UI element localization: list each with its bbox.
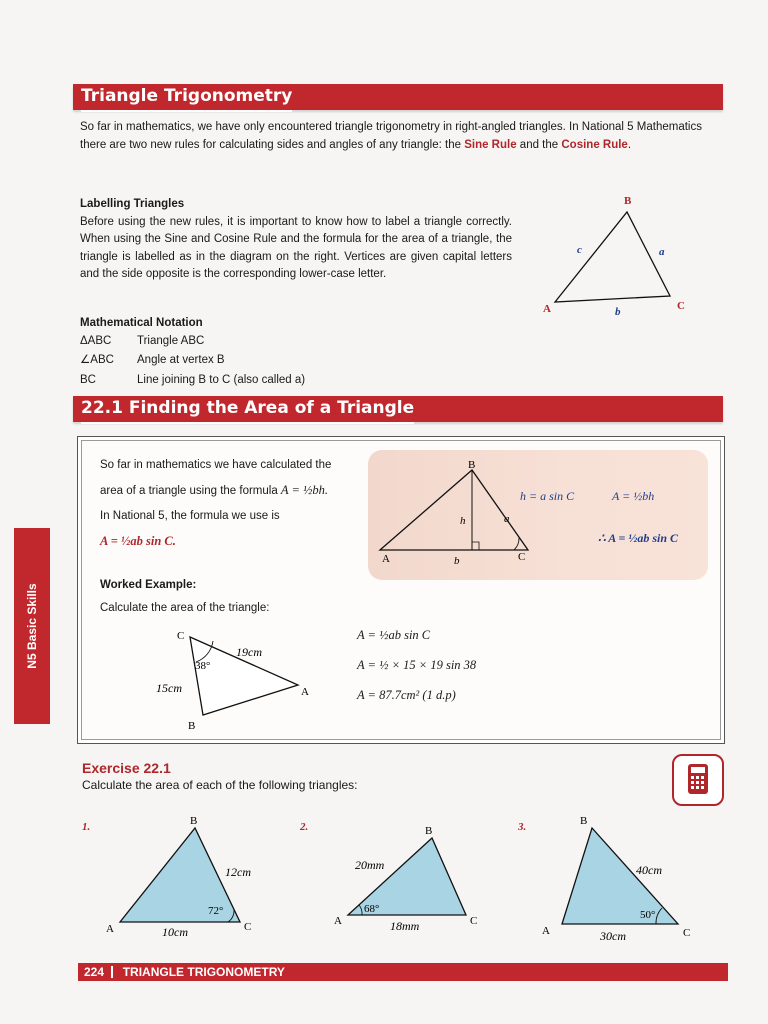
angle-50: 50° [640, 909, 656, 921]
label-C: C [677, 300, 685, 312]
page-number: 224 [84, 965, 105, 979]
side-30cm: 30cm [600, 929, 626, 942]
exercise-triangle-1 [80, 812, 280, 942]
calculator-icon [672, 754, 724, 806]
intro-and: and the [516, 138, 562, 151]
notation-row [80, 372, 305, 392]
notation-heading: Mathematical Notation [80, 317, 203, 329]
worked-heading: Worked Example: [100, 579, 197, 591]
label-A: A [542, 925, 550, 937]
side-15cm: 15cm [156, 681, 182, 695]
label-A: A [301, 686, 309, 698]
box-line3: In National 5, the formula we use is [100, 510, 280, 522]
box-text [100, 453, 365, 554]
label-B: B [624, 195, 632, 207]
exercise-section [82, 760, 358, 792]
exercise-heading: Exercise 22.1 [82, 760, 171, 776]
chapter-title: Triangle Trigonometry [81, 84, 292, 112]
box-line2 [100, 478, 365, 504]
derivation-diagram [368, 452, 708, 577]
notation-table [80, 333, 305, 392]
label-A: A [334, 915, 342, 927]
label-B: B [425, 825, 433, 837]
label-C: C [470, 915, 478, 927]
angle-68: 68° [364, 903, 380, 915]
label-a: a [659, 246, 665, 258]
box-line2-text: area of a triangle using the formula [100, 485, 281, 497]
label-A: A [543, 303, 551, 315]
labelling-heading: Labelling Triangles [80, 198, 185, 210]
footer-title: TRIANGLE TRIGONOMETRY [122, 965, 285, 979]
side-10cm: 10cm [162, 925, 188, 939]
label-C: C [518, 551, 526, 563]
footer-divider [111, 966, 113, 978]
formula-half-ab-sinc: A = ½ab sin C. [100, 534, 176, 548]
intro-paragraph [80, 119, 730, 154]
label-B: B [190, 815, 198, 827]
step-3: A = 87.7cm² (1 d.p) [357, 688, 456, 702]
section-banner [73, 396, 723, 422]
label-B: B [580, 815, 588, 827]
side-20mm: 20mm [355, 858, 385, 872]
notation-desc: Line joining B to C (also called a) [137, 373, 306, 386]
exercise-number: 3. [518, 821, 527, 833]
angle-38: 38° [195, 660, 211, 672]
intro-end: . [627, 138, 632, 151]
notation-section [80, 315, 305, 391]
h-relation: h = a sin C [520, 489, 575, 503]
angle-72: 72° [208, 905, 224, 917]
side-tab-label: N5 Basic Skills [25, 583, 39, 669]
formula-half-bh: A = ½bh. [280, 483, 329, 497]
step-1: A = ½ab sin C [357, 628, 431, 642]
area-formula-2: ∴ A = ½ab sin C [598, 531, 679, 545]
exercise-number: 2. [300, 821, 309, 833]
worked-steps [357, 620, 476, 710]
section-title: 22.1 Finding the Area of a Triangle [81, 396, 414, 424]
label-C: C [244, 921, 252, 933]
label-B: B [188, 720, 196, 732]
label-A: A [382, 553, 390, 565]
step-2: A = ½ × 15 × 19 sin 38 [357, 658, 477, 672]
notation-desc: Angle at vertex B [137, 354, 225, 366]
side-18mm: 18mm [390, 919, 420, 933]
exercise-text: Calculate the area of each of the following triangles: [82, 778, 358, 792]
labelled-triangle-diagram [535, 190, 695, 320]
chapter-title-banner [73, 84, 723, 110]
notation-row [80, 333, 305, 353]
label-a: a [504, 513, 510, 525]
notation-symbol: ΔABC [80, 334, 112, 347]
footer [84, 963, 285, 981]
box-line1: So far in mathematics we have calculated the [100, 459, 332, 471]
label-C: C [683, 927, 691, 939]
side-12cm: 12cm [225, 865, 251, 879]
labelling-section [80, 196, 512, 284]
exercise-triangle-3 [516, 812, 716, 942]
label-B: B [468, 459, 476, 471]
cosine-rule-term: Cosine Rule [561, 138, 628, 151]
notation-symbol: BC [80, 373, 96, 386]
exercise-triangle-2 [298, 812, 498, 942]
label-A: A [106, 923, 114, 935]
label-b: b [454, 555, 460, 567]
labelling-text: Before using the new rules, it is important to know how to label a triangle correctly. When using the Sine and Cosine Rule and the formula for the area of a triangle, the triangle is labelled as in the diagram on the right. Vertices are given capital letters and the side opposite is the corresponding lower-case letter. [80, 215, 512, 280]
label-C: C [177, 630, 185, 642]
side-19cm: 19cm [236, 645, 262, 659]
label-b: b [615, 306, 621, 318]
worked-example [100, 577, 269, 617]
intro-text: So far in mathematics, we have only encountered triangle trigonometry in right-angled triangles. In National 5 Mathematics there are two new rules for calculating sides and angles of any triangle: the [80, 121, 702, 151]
sine-rule-term: Sine Rule [464, 138, 517, 151]
notation-row [80, 352, 305, 372]
side-tab [14, 528, 50, 724]
exercise-number: 1. [82, 821, 91, 833]
label-c: c [577, 244, 582, 256]
example-triangle [150, 622, 330, 737]
label-h: h [460, 515, 466, 527]
worked-text: Calculate the area of the triangle: [100, 601, 270, 614]
area-formula-1: A = ½bh [612, 489, 655, 503]
notation-desc: Triangle ABC [137, 334, 205, 347]
notation-symbol: ∠ABC [80, 354, 114, 366]
side-40cm: 40cm [636, 863, 662, 877]
